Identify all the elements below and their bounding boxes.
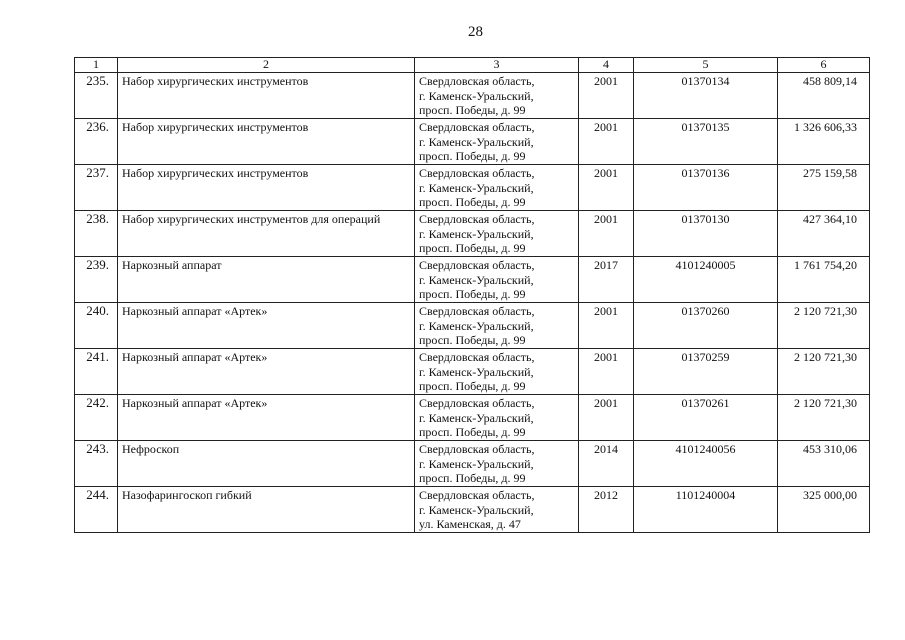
address-line: Свердловская область, xyxy=(419,488,535,502)
address-line: г. Каменск-Уральский, xyxy=(419,410,534,425)
row-number-cell: 240. xyxy=(75,303,118,349)
address-cell xyxy=(415,441,579,487)
column-number-5: 5 xyxy=(634,58,778,73)
table-row xyxy=(75,211,870,257)
page-number: 28 xyxy=(468,24,483,40)
address-line: Свердловская область, xyxy=(419,74,535,88)
asset-name-cell: Назофарингоскоп гибкий xyxy=(118,487,415,533)
asset-name-cell: Набор хирургических инструментов xyxy=(118,119,415,165)
address-line: просп. Победы, д. 99 xyxy=(419,333,526,347)
column-number-2: 2 xyxy=(118,58,415,73)
address-line: г. Каменск-Уральский, xyxy=(419,272,534,287)
address-line: Свердловская область, xyxy=(419,120,535,134)
table-row xyxy=(75,395,870,441)
address-line: просп. Победы, д. 99 xyxy=(419,471,526,485)
asset-name-cell: Нефроскоп xyxy=(118,441,415,487)
asset-name-cell: Набор хирургических инструментов xyxy=(118,73,415,119)
inventory-number-cell: 01370136 xyxy=(634,165,778,211)
asset-name-cell: Наркозный аппарат «Артек» xyxy=(118,303,415,349)
address-line: г. Каменск-Уральский, xyxy=(419,502,534,517)
row-number-cell: 244. xyxy=(75,487,118,533)
amount-cell: 325 000,00 xyxy=(778,487,870,533)
address-line: Свердловская область, xyxy=(419,258,535,272)
address-cell xyxy=(415,303,579,349)
year-cell: 2001 xyxy=(579,303,634,349)
asset-name-cell: Наркозный аппарат «Артек» xyxy=(118,349,415,395)
address-line: ул. Каменская, д. 47 xyxy=(419,517,521,531)
table-row xyxy=(75,349,870,395)
address-cell xyxy=(415,73,579,119)
address-cell xyxy=(415,165,579,211)
address-line: г. Каменск-Уральский, xyxy=(419,134,534,149)
table-row xyxy=(75,487,870,533)
table-row xyxy=(75,165,870,211)
address-line: просп. Победы, д. 99 xyxy=(419,103,526,117)
address-cell xyxy=(415,119,579,165)
inventory-number-cell: 01370135 xyxy=(634,119,778,165)
address-line: Свердловская область, xyxy=(419,350,535,364)
asset-name-cell: Наркозный аппарат «Артек» xyxy=(118,395,415,441)
address-line: просп. Победы, д. 99 xyxy=(419,241,526,255)
table-row xyxy=(75,257,870,303)
year-cell: 2001 xyxy=(579,165,634,211)
table-row xyxy=(75,441,870,487)
year-cell: 2001 xyxy=(579,349,634,395)
year-cell: 2001 xyxy=(579,395,634,441)
inventory-number-cell: 01370261 xyxy=(634,395,778,441)
row-number-cell: 243. xyxy=(75,441,118,487)
address-cell xyxy=(415,487,579,533)
table-row xyxy=(75,119,870,165)
amount-cell: 275 159,58 xyxy=(778,165,870,211)
amount-cell: 427 364,10 xyxy=(778,211,870,257)
address-line: просп. Победы, д. 99 xyxy=(419,195,526,209)
amount-cell: 1 761 754,20 xyxy=(778,257,870,303)
year-cell: 2001 xyxy=(579,73,634,119)
year-cell: 2017 xyxy=(579,257,634,303)
column-number-3: 3 xyxy=(415,58,579,73)
amount-cell: 2 120 721,30 xyxy=(778,303,870,349)
row-number-cell: 239. xyxy=(75,257,118,303)
address-line: Свердловская область, xyxy=(419,212,535,226)
address-line: Свердловская область, xyxy=(419,396,535,410)
row-number-cell: 236. xyxy=(75,119,118,165)
address-line: г. Каменск-Уральский, xyxy=(419,318,534,333)
inventory-number-cell: 01370134 xyxy=(634,73,778,119)
row-number-cell: 241. xyxy=(75,349,118,395)
inventory-number-cell: 1101240004 xyxy=(634,487,778,533)
address-line: г. Каменск-Уральский, xyxy=(419,364,534,379)
row-number-cell: 242. xyxy=(75,395,118,441)
table-row xyxy=(75,73,870,119)
row-number-cell: 235. xyxy=(75,73,118,119)
inventory-number-cell: 01370259 xyxy=(634,349,778,395)
address-line: просп. Победы, д. 99 xyxy=(419,149,526,163)
address-cell xyxy=(415,349,579,395)
address-cell xyxy=(415,395,579,441)
amount-cell: 453 310,06 xyxy=(778,441,870,487)
row-number-cell: 238. xyxy=(75,211,118,257)
amount-cell: 2 120 721,30 xyxy=(778,395,870,441)
address-cell xyxy=(415,257,579,303)
address-line: Свердловская область, xyxy=(419,442,535,456)
year-cell: 2001 xyxy=(579,211,634,257)
asset-name-cell: Набор хирургических инструментов xyxy=(118,165,415,211)
address-line: г. Каменск-Уральский, xyxy=(419,456,534,471)
row-number-cell: 237. xyxy=(75,165,118,211)
address-line: Свердловская область, xyxy=(419,304,535,318)
table-row xyxy=(75,303,870,349)
inventory-number-cell: 4101240005 xyxy=(634,257,778,303)
address-line: г. Каменск-Уральский, xyxy=(419,180,534,195)
column-number-6: 6 xyxy=(778,58,870,73)
amount-cell: 1 326 606,33 xyxy=(778,119,870,165)
address-line: просп. Победы, д. 99 xyxy=(419,287,526,301)
asset-name-cell: Наркозный аппарат xyxy=(118,257,415,303)
year-cell: 2014 xyxy=(579,441,634,487)
address-line: просп. Победы, д. 99 xyxy=(419,379,526,393)
year-cell: 2001 xyxy=(579,119,634,165)
asset-registry-table xyxy=(74,57,870,533)
amount-cell: 2 120 721,30 xyxy=(778,349,870,395)
inventory-number-cell: 01370130 xyxy=(634,211,778,257)
column-number-1: 1 xyxy=(75,58,118,73)
inventory-number-cell: 01370260 xyxy=(634,303,778,349)
column-number-row xyxy=(75,58,870,73)
address-line: просп. Победы, д. 99 xyxy=(419,425,526,439)
column-number-4: 4 xyxy=(579,58,634,73)
address-line: г. Каменск-Уральский, xyxy=(419,88,534,103)
asset-name-cell: Набор хирургических инструментов для операций xyxy=(118,211,415,257)
year-cell: 2012 xyxy=(579,487,634,533)
amount-cell: 458 809,14 xyxy=(778,73,870,119)
inventory-number-cell: 4101240056 xyxy=(634,441,778,487)
address-line: г. Каменск-Уральский, xyxy=(419,226,534,241)
address-line: Свердловская область, xyxy=(419,166,535,180)
address-cell xyxy=(415,211,579,257)
